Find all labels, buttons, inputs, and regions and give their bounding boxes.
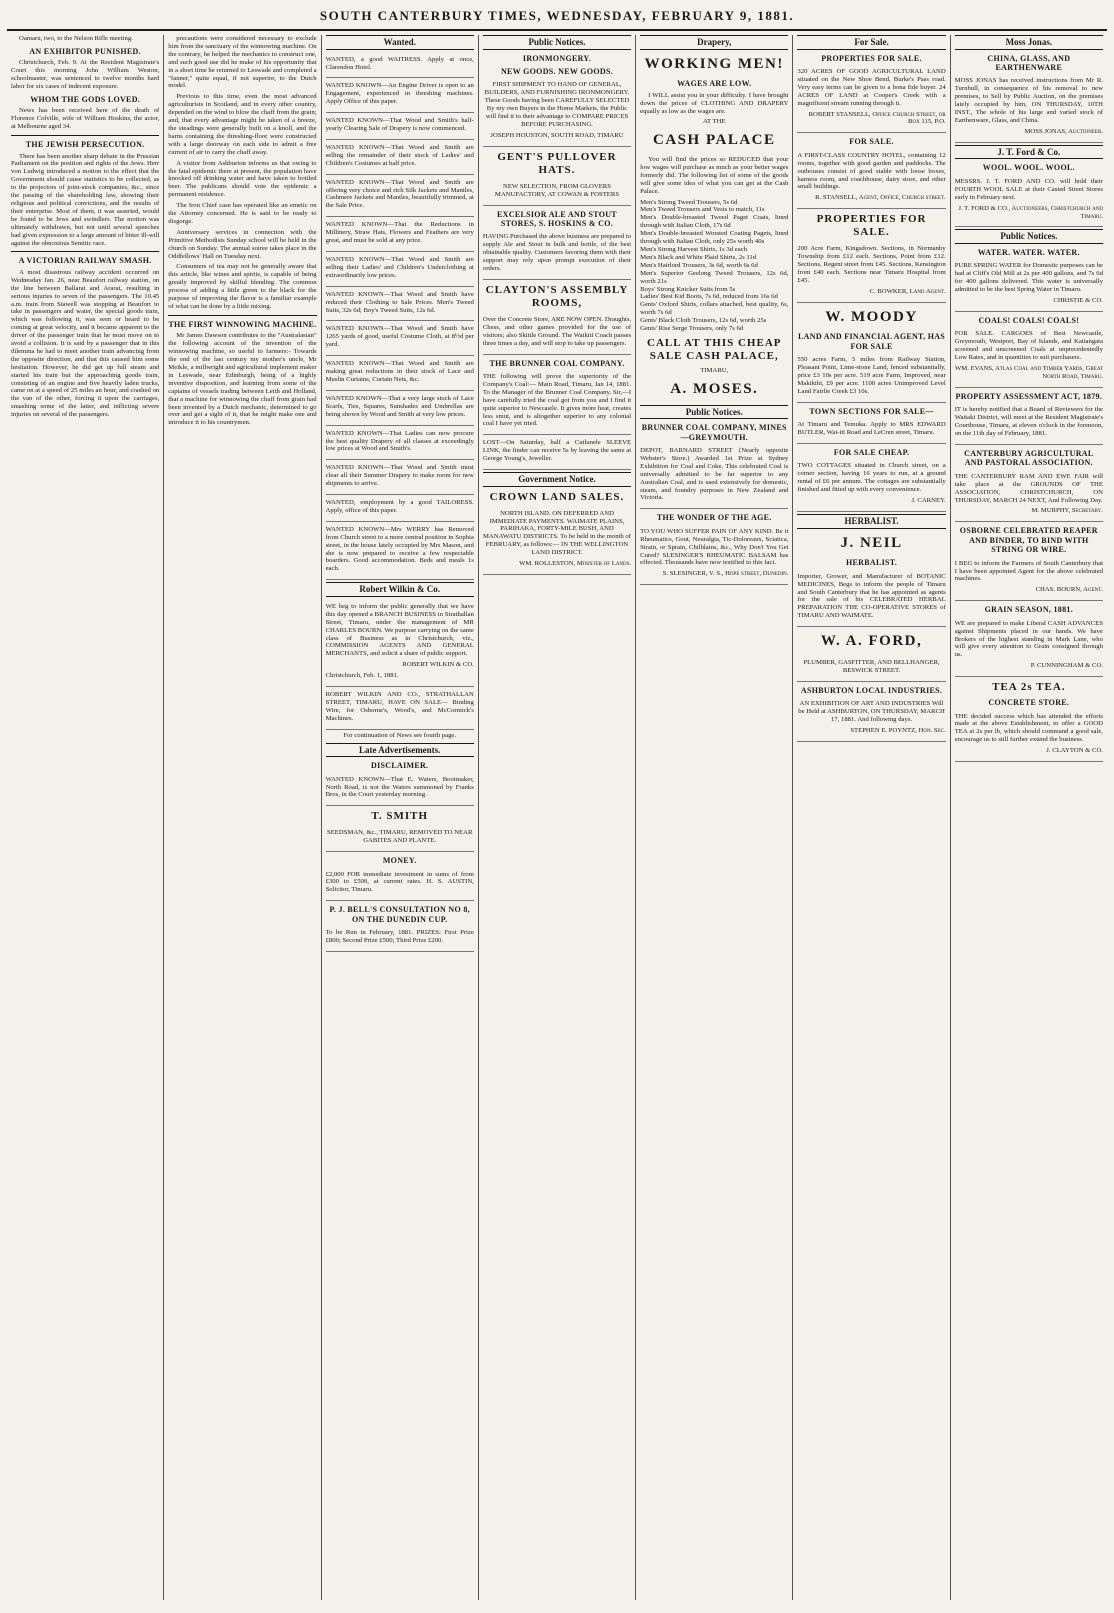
list-item: Men's Double-breasted Worsted Coating Pagets, lined through with Italian Cloth, only 25s worth 40s xyxy=(640,230,789,246)
bell-ad: To be Run in February, 1881. PRIZES: First Prize £800; Second Prize £500; Third Prize £200. xyxy=(326,927,474,952)
moses-signature: A. MOSES. xyxy=(670,380,759,397)
section-header-wanted: Wanted. xyxy=(326,35,474,50)
moses-town: TIMARU, xyxy=(700,366,729,374)
list-item: Men's Tweed Trousers and Vests to match, 11s xyxy=(640,206,765,214)
column-2 xyxy=(164,35,321,1600)
grain-ad: WE are prepared to make Liberal CASH ADVANCES against Shipments placed in our hands. We have Brokers of the highest standing in Mark Lane, who will give every attention to Grain consigned through us. P. CUNNINGHAM & CO. xyxy=(955,618,1103,677)
article-paragraph: Consumers of tea may not be generally aware that this article, like wines and spirits, is capable of being greatly improved by skilful blending. The common process of adding a little green to the black for the purpose of improving the flavor is a familiar example of what can be done by a little mixing. xyxy=(168,263,317,310)
brunner-coal-heading: BRUNNER COAL COMPANY, MINES—GREYMOUTH. xyxy=(641,423,787,442)
wanted-ad: WANTED KNOWN—That Wood and Smith are making great reductions in their stock of Lace and Muslin Curtains, Curtain Nets, &c. xyxy=(326,358,474,391)
headline-railway: A VICTORIAN RAILWAY SMASH. xyxy=(18,256,152,266)
wanted-ad: WANTED KNOWN—That Wood and Smith are offering very choice and rich Silk Jackets and Mantles, Cashmere Jackets and Mantles, beautifully trimmed, at the Sale Price. xyxy=(326,177,474,218)
section-header-public-notices: Public Notices. xyxy=(640,405,788,420)
section-header-public-notices: Public Notices. xyxy=(955,229,1103,244)
ford-ad: PLUMBER, GASFITTER, AND BELLHANGER, BESWICK STREET. xyxy=(797,657,945,682)
clayton-ad: Over the Concrete Store, ARE NOW OPEN. Draughts, Chess, and other games provided for the use of visitors; also Skittle Ground. The Waikiti Coach passes three times a day, and will stop to take up passengers. xyxy=(483,314,631,355)
moody-subheading: LAND AND FINANCIAL AGENT, HAS FOR SALE xyxy=(798,332,946,351)
cheap-sale-heading: CALL AT THIS CHEAP SALE CASH PALACE, xyxy=(647,336,782,362)
list-item: Men's Double-breasted Tweed Paget Coats, lined through with Italian Cloth, 17s 6d xyxy=(640,214,789,230)
hotel-ad: A FIRST-CLASS COUNTRY HOTEL, containing 12 rooms, together with good garden and paddocks. The outhouses consist of good stable with loose boxes, harness room, and coachhouse, dairy store, and other small buildings. R. STANSELL, Agent, Office, Church street. xyxy=(797,150,945,209)
properties2-ad: 200 Acre Farm, Kingsdown. Sections, in Normanby Township from £12 each. Sections, Point from £12. Sections, Regent street from £45. Sections, Kensington from £40 each. Sections near Timaru Hospital from £45. C. BOWKER, Land Agent. xyxy=(797,243,945,302)
disclaimer-ad: WANTED KNOWN—That E. Waters, Bootmaker, North Road, is not the Waters summoned by Franks Bros, in the Court yesterday morning. xyxy=(326,774,474,807)
agricultural-ad: THE CANTERBURY RAM AND EWE FAIR will take place at the GROUNDS OF THE ASSOCIATION, CHRISTCHURCH, ON THURSDAY, MARCH 24 NEXT, And Following Day. M. MURPHY, Secretary. xyxy=(955,471,1103,523)
headline-exhibitor: AN EXHIBITOR PUNISHED. xyxy=(29,46,141,56)
column-4 xyxy=(479,35,636,1600)
article-paragraph: Anniversary services in connection with the Primitive Methodists Sunday school will be held in the church on Sunday. The annual soiree takes place in the Oddfellows' Hall on Tuesday next. xyxy=(168,228,317,260)
section-header-for-sale: For Sale. xyxy=(797,35,945,50)
tea-heading: TEA 2s TEA. xyxy=(992,681,1066,694)
brunner-coal-ad: DEPOT, BARNARD STREET (Nearly opposite Webster's Store.) Awarded 1st Prize at Sydney Exhibition for Coal and Coke. This celebrated Coal is universally admitted to be far superior to any Australian Coal, and is used extensively for domestic, steam, and foundry purposes in New Zealand and Victoria. xyxy=(640,445,788,509)
wonder-heading: THE WONDER OF THE AGE. xyxy=(656,513,772,523)
wool-ad: MESSRS. J. T. FORD AND CO. will hold their FOURTH WOOL SALE at their Casted Street Stores early in February next. J. T. FORD & CO., Auctioneers, Christchurch and Timaru. xyxy=(955,176,1103,228)
wanted-ad: WANTED KNOWN—That Wood and Smith have 1265 yards of good, useful Costume Cloth, at 8½d per yard. xyxy=(326,323,474,356)
list-item: Ladies' Best Kid Boots, 7s 6d, reduced from 16s 6d xyxy=(640,293,778,301)
brunner-ad: THE following will prove the superiority of the Company's Coal:— Main Road, Timaru, Jan 14, 1881. To the Manager of the Brunner Coal Company. Sir,—I have carefully tried the coal got from you and I find it quite superior to Newcastle. It gives more heat, creates less smut, and is altogether superior to any colonial coal I have yet tried. xyxy=(483,371,631,435)
article-jewish: There has been another sharp debate in the Prussian Parliament on the position and rights of the Jews. Herr von Ludwig introduced a motion to the effect that the Government should cause statistics to be collected, as to the projectors of joint-stock companies, &c., since the passing of the shareholding law, showing their religious and political convictions, and the results of their enterprise. Most of them, it was asserted, would be found to be Jews and swindlers. The motion was ultimately withdrawn, but not until several speeches had given expression to a large amount of bitter ill-will against the obnoxious Semitic race. xyxy=(11,152,160,247)
ashburton-heading: ASHBURTON LOCAL INDUSTRIES. xyxy=(800,685,943,695)
divider xyxy=(11,135,159,136)
moody-heading: W. MOODY xyxy=(825,308,918,325)
section-header-moss-jonas: Moss Jonas. xyxy=(955,35,1103,50)
list-item: Boys' Strong Knicker Suits from 5s xyxy=(640,285,736,293)
column-opening: Oamaru, two, to the Nelson Rifle meeting. xyxy=(19,35,133,42)
wanted-ad: WANTED, a good WAITRESS. Apply at once, Clarendon Hotel. xyxy=(326,54,474,79)
wanted-ad: WANTED KNOWN—That Ladies can now procure the best quality Drapery of all classes at exceedingly low prices at Wood and Smith's. xyxy=(326,428,474,461)
palace-pre: AT THE xyxy=(702,118,726,126)
list-item: Men's Strong Harvest Shirts, 1s 3d each xyxy=(640,246,748,254)
hats-ad: NEW SELECTION, FROM GLOVERS MANUFACTORY, AT COWAN & FOSTERS xyxy=(483,181,631,206)
article-paragraph: A visitor from Ashburton informs us that owing to the fatal epidemic there at present, the population have knocked off drinking water and have taken to bottled beer. The publicans should vote the epidemic a permanent residence. xyxy=(168,159,317,199)
columns xyxy=(7,35,1107,1600)
wanted-ad: WANTED, employment by a good TAILORESS. Apply, office of this paper. xyxy=(326,497,474,522)
column-6 xyxy=(793,35,950,1600)
assessment-heading: PROPERTY ASSESSMENT ACT, 1879. xyxy=(955,391,1103,401)
article-winnowing: Mr James Dawson contributes to the "Australasian" the following account of the invention of the winnowing machine, so useful to farmers:- Towards the end of the last century my mother's uncle, Mr Meikle, a millwright and agricultural implement maker in Leswade, near Edinburgh, being of a highly inventive disposition, and learning from some of the captains of vessels trading between Leith and Holland, that a machine for winnowing the chaff from grain had been invented by a Dutch mechanic, determined to go over and get a sight of it, that he might make one and introduce it to his countrymen. xyxy=(168,332,317,427)
bell-heading: P. J. BELL'S CONSULTATION NO 8, ON THE DUNEDIN CUP. xyxy=(329,905,470,924)
article-exhibitor: Christchurch, Feb. 9. At the Resident Magistrate's Court this morning John William Weston, schoolmaster, was sentenced to twelve months hard labor for six cases of indecent exposure. xyxy=(11,59,160,91)
article-gods: News has been received here of the death of Florence Colville, wife of William Hoskins, the actor, at Melbourne aged 34. xyxy=(11,107,160,131)
section-header-drapery: Drapery, xyxy=(640,35,788,50)
section-header-public-notices: Public Notices. xyxy=(483,35,631,50)
wanted-ad: WANTED KNOWN—That Wood and Smith's half-yearly Clearing Sale of Drapery is now commenced. xyxy=(326,115,474,140)
coals-heading: COALS! COALS! COALS! xyxy=(978,315,1080,325)
herbalist-ad: Importer, Grower, and Manufacturer of BOTANIC MEDICINES, Begs to inform the people of Timaru and South Canterbury that he has appointed as agents for the sale of his CELEBRATED HERBAL PREPARATION THE CO-OPERATIVE STORES of TIMARU AND WAIMATE. xyxy=(797,571,945,627)
ford-heading: W. A. FORD, xyxy=(820,633,923,650)
list-item: Gents' Black Cloth Trousers, 12s 6d, worth 25s xyxy=(640,317,767,325)
herbalist-subheading: HERBALIST. xyxy=(846,558,898,568)
list-item: Men's Strong Tweed Trousers, 5s 6d xyxy=(640,198,738,206)
china-heading: CHINA, GLASS, AND EARTHENWARE xyxy=(987,53,1071,73)
wanted-ad: WANTED KNOWN—That a very large stock of Lace Scarfs, Ties, Squares, Sunshades and Umbrellas are being shown by Wood and Smith at very low prices. xyxy=(326,393,474,426)
wanted-ad: WANTED KNOWN—That Wood and Smith have reduced their Clothing to Sale Prices. Men's Tweed Suits, 32s 6d; Boy's Tweed Suits, 12s 6d. xyxy=(326,289,474,322)
wilkin-sale-ad: ROBERT WILKIN AND CO., STRATHALLAN STREET, TIMARU, HAVE ON SALE— Binding Wire, for Osborne's, Wood's, and McCormick's Machines. xyxy=(326,689,474,730)
wanted-ad: WANTED KNOWN—That the Reductions in Millinery, Straw Hats, Flowers and Feathers are very great, and must be sold at any price. xyxy=(326,219,474,252)
headline-jewish: THE JEWISH PERSECUTION. xyxy=(25,140,145,150)
town-sections-heading: TOWN SECTIONS FOR SALE— xyxy=(809,406,934,416)
tea-subheading: CONCRETE STORE. xyxy=(988,698,1070,708)
grain-heading: GRAIN SEASON, 1881. xyxy=(984,605,1074,615)
smith-ad: SEEDSMAN, &c., TIMARU, REMOVED TO NEAR GABITES AND PLANTE. xyxy=(326,827,474,852)
cheap-heading: FOR SALE CHEAP. xyxy=(833,447,910,457)
wanted-ad: WANTED KNOWN—That Wood and Smith are selling their Ladies' and Children's Underclothing at extraordinarily low prices. xyxy=(326,254,474,287)
continuation-note: For continuation of News see fourth page. xyxy=(343,731,457,739)
town-sections-ad: At Timaru and Temuka. Apply to MRS EDWARD BUTLER, Wai-iti Road and LeCren street, Timaru. xyxy=(797,419,945,444)
masthead: SOUTH CANTERBURY TIMES, WEDNESDAY, FEBRUARY 9, 1881. xyxy=(7,4,1107,31)
water-heading: WATER. WATER. WATER. xyxy=(977,248,1080,258)
ironmongery-ad: FIRST SHIPMENT TO HAND OF GENERAL, BUILDERS, AND FURNISHING IRONMONGERY. These Goods having been CAREFULLY SELECTED By my own Buyers in the Home Markets, the Public will find it to their advantage to COMPARE PRICES BEFORE PURCHASING. JOSEPH HOUSTON, SOUTH ROAD, TIMARU xyxy=(483,79,631,146)
crown-heading: CROWN LAND SALES. xyxy=(489,490,625,503)
headline-gods: WHOM THE GODS LOVED. xyxy=(30,94,141,104)
column-5 xyxy=(636,35,793,1600)
list-item: Gents' Oxford Shirts, collars attached, best quality, 6s, worth 7s 6d xyxy=(640,301,789,317)
herbalist-heading: J. NEIL xyxy=(840,534,903,551)
section-header-government: Government Notice. xyxy=(483,472,631,487)
working-men-subheading: WAGES ARE LOW. xyxy=(677,79,752,89)
moody-ad: 550 acres Farm, 5 miles from Railway Station, Pleasant Point, Lime-stone Land, fenced substantially, price £3 10s per acre. 519 acre Farm, Improved, near Makikihi, £9 per acre. 1100 acres Unimproved Level Land Fairlie Creek £3 10s. xyxy=(797,354,945,403)
ironmongery-heading: IRONMONGERY. xyxy=(522,53,592,63)
wanted-ad: WANTED KNOWN—That Wood and Smith must clear all their Summer Drapery to make room for new shipments to arrive. xyxy=(326,462,474,495)
article-railway: A most disastrous railway accident occurred on Wednesday Jan. 26, near Beaufort railway station, on the line between Ballarat and Ararat, resulting in serious injuries to seven of the passengers. The 10.45 a.m. train from Stawell was stopping at Beaufort to take in passengers and water, the special goods train, which was following it, was seen or heard to be coming at great velocity, and it became apparent to the driver of the passenger train that he must move on to avoid a collision. It is said by a passenger that in this dilemma he had to meet another train advancing from the opposite direction, and that this caused him some hesitation. However, he did get up full steam and started his train but the approaching goods train, consisting of an engine and five heavily laden trucks, came on at a speed of 25 miles an hour, and crashed on the van of the other, forcing it upon the carriages, smashing some of the latter, and inflicting severe injuries on several of the passengers. xyxy=(11,268,160,419)
moss-ad: MOSS JONAS has received instructions from Mr R. Turnbull, in consequence of his removal to new premises, to Sell by Public Auction, on the premises lately occupied by him, ON THURSDAY, 10TH INST., The whole of his large and varied stock of Earthenware, Glass, and China. MOSS JONAS, Auctioneer. xyxy=(955,75,1103,142)
ironmongery-subheading: NEW GOODS. NEW GOODS. xyxy=(500,67,613,77)
wonder-ad: TO YOU WHO SUFFER PAIN OF ANY KIND. Be it Rheumatics, Gout, Neuralgia, Tic-Doloreaux, Sciatica, Strain, or Sprain, Chilblains, &c., Why Don't You Get Cured? SLESINGER'S RHEUMATIC BALSAM has effected. Thousands have now testified to this fact. S. SLESINGER, V. S., Hope street, Dunedin. xyxy=(640,526,788,585)
column-1 xyxy=(7,35,164,1600)
lost-ad: LOST—On Saturday, half a Cutlunele SLEEVE LINK, the finder can receive 5s by leaving the same at George Young's, Jeweller. xyxy=(483,437,631,470)
list-item: Men's Black and White Plaid Shirts, 2s 11d xyxy=(640,253,757,261)
wanted-ad: WANTED KNOWN—That Wood and Smith are selling the remainder of their stock of Ladies' and Children's Costumes at half price. xyxy=(326,142,474,175)
ashburton-ad: AN EXHIBITION OF ART AND INDUSTRIES Will be Held at ASHBURTON, ON THURSDAY, MARCH 17, 1881. And following days. STEPHEN E. POYNTZ, Hon. Sec. xyxy=(797,698,945,742)
wanted-ad: WANTED KNOWN—An Engine Driver is open to an Engagement, experienced in threshing machines. Apply Office of this paper. xyxy=(326,80,474,113)
newspaper-page xyxy=(7,4,1107,1604)
properties2-heading: PROPERTIES FOR SALE. xyxy=(816,213,927,239)
section-header-late: Late Advertisements. xyxy=(326,743,474,758)
money-heading: MONEY. xyxy=(382,856,417,866)
headline-winnowing: THE FIRST WINNOWING MACHINE. xyxy=(168,319,317,329)
cheap-ad: TWO COTTAGES situated in Church street, on a corner section, having 16 years to run, at a ground rental of £6 per annum. The cottages are substantially finished and fitted up with every convenience. J. CARNEY. xyxy=(797,460,945,512)
coals-ad: FOR SALE. CARGOES of Best Newcastle, Greymouth, Westport, Bay of Islands, and Kaitangata screened and unscreened Coals at unprecedentedly Low Rates, and in quantities to suit purchasers. WM. EVANS, Atlas Coal and Timber Yards, Great North Road, Timaru. xyxy=(955,328,1103,387)
smith-heading: T. SMITH xyxy=(371,810,429,823)
money-ad: £2,000 FOR immediate investment in sums of from £300 to £500, at current rates. H. S. AUSTIN, Solicitor, Timaru. xyxy=(326,869,474,902)
wanted-ad: WANTED KNOWN—Mrs WERRY has Removed from Church street to a more central position in Sophia street, in the house lately occupied by Mrs Mason, and she is now prepared to receive a few respectable boarders. Good accommodation. Beds and meals 1s each. xyxy=(326,524,474,580)
osborne-heading: OSBORNE CELEBRATED REAPER AND BINDER, TO BIND WITH STRING OR WIRE. xyxy=(959,526,1098,555)
list-item: Men's Superior Geelong Tweed Trousers, 12s 6d, worth 21s xyxy=(640,269,789,285)
article-paragraph: Previous to this time, even the most advanced agriculturists in Scotland, and in every other country, depended on the wind to blow the chaff from the grain; and, that every advantage might be taken of a breeze, the steadings were generally built on a knoll, and the barns containing the threshing-floor were constructed with a large doorway on each side to admit a free current of air to carry the chaff away. xyxy=(168,93,317,156)
column-3 xyxy=(322,35,479,1600)
osborne-ad: I BEG to inform the Farmers of South Canterbury that I have been appointed Agent for the above celebrated machines. CHAS. BOURN, Agent. xyxy=(955,558,1103,602)
price-list xyxy=(640,199,788,333)
working-men-text: I WILL assist you in your difficulty. I have brought down the prices of CLOTHING AND DRAPERY equally as low as the wages are. xyxy=(640,91,789,115)
wool-heading: WOOL. WOOL. WOOL. xyxy=(982,163,1075,173)
crown-ad: NORTH ISLAND. ON DEFERRED AND IMMEDIATE PAYMENTS. WAIMATE PLAINS, PARIHAKA, FORTY-MILE BUSH, AND MANAWATU DISTRICTS. To be held in the month of FEBRUARY, as follows:— IN THE WELLINGTON LAND DISTRICT. WM. ROLLESTON, Minister of Lands. xyxy=(483,508,631,575)
section-header-herbalist: HERBALIST. xyxy=(797,514,945,529)
agricultural-heading: CANTERBURY AGRICULTURAL AND PASTORAL ASSOCIATION. xyxy=(964,448,1094,468)
stores-ad: HAVING Purchased the above business are prepared to supply Ale and Stout in bulk and bottle, of the best obtainable quality. Customers favoring them with their support may rely upon prompt execution of their orders. xyxy=(483,231,631,280)
disclaimer-heading: DISCLAIMER. xyxy=(371,761,429,771)
hotel-heading: FOR SALE. xyxy=(849,137,894,147)
hats-heading: GENT'S PULLOVER HATS. xyxy=(497,150,617,176)
list-item: Gents' Rise Serge Trousers, only 7s 6d xyxy=(640,325,744,333)
wilkin-ad: WE beg to inform the public generally that we have this day opened a BRANCH BUSINESS in Strathallan Street, Timaru, under the management of MR CHARLES BOURN. We purpose carrying on the same class of Business as in Christchurch, viz., COMMISSION AGENTS AND GENERAL MERCHANTS, and solicit a share of public support. ROBERT WILKIN & CO. Christchurch, Feb. 1, 1881. xyxy=(326,601,474,687)
list-item: Men's Hairlord Trousers, 3s 6d, worth 6s 6d xyxy=(640,261,758,269)
working-men-heading: WORKING MEN! xyxy=(644,55,784,72)
stores-heading: EXCELSIOR ALE AND STOUT STORES, S. HOSKINS & CO. xyxy=(497,209,617,229)
article-paragraph: The Iron Chief case has operated like an emetic on the Attorney concerned. He is said to be ready to disgorge. xyxy=(168,202,317,225)
divider xyxy=(168,315,316,316)
cash-palace-heading: CASH PALACE xyxy=(653,132,776,149)
divider xyxy=(11,251,159,252)
column-opening: precautions were considered necessary to exclude him from the sanctuary of the winnowing machine. On the contrary, he helped the mechanics to construct one, and such good use did he make of his opportunity that in a short time he returned to Leswade and completed a "fanner," quite equal, if not superior, to the Dutch model. xyxy=(168,35,317,90)
brunner-heading: THE BRUNNER COAL COMPANY. xyxy=(489,358,625,368)
cash-palace-text: You will find the prices so REDUCED that your low wages will purchase as much as your better wages formerly did. The following list of some of the goods will give some idea of what you can get at the Cash Palace. xyxy=(640,156,789,195)
column-7 xyxy=(951,35,1107,1600)
properties-heading: PROPERTIES FOR SALE. xyxy=(821,53,922,63)
section-header-ford: J. T. Ford & Co. xyxy=(955,145,1103,160)
assessment-ad: IT is hereby notified that a Board of Reviewers for the Waitaki District, will meet at the Resident Magistrate's Courthouse, Timaru, at eleven o'clock in the forenoon, on the 11th day of February, 1881. xyxy=(955,404,1103,445)
water-ad: PURE SPRING WATER for Domestic purposes can be had at Cliff's Old Mill at 2s per 400 gallons, and 7s 6d for 400 gallons delivered. This water is universally admitted to be the best Spring Water in Timaru. CHRISTIE & CO. xyxy=(955,260,1103,312)
tea-ad: THE decided success which has attended the efforts made at the above Establishment, to offer a GOOD TEA at 2s per lb, which should command a good sale, encourage us to still further extend the business. J. CLAYTON & CO. xyxy=(955,711,1103,763)
section-header-wilkin: Robert Wilkin & Co. xyxy=(326,582,474,597)
clayton-heading: CLAYTON'S ASSEMBLY ROOMS, xyxy=(485,283,629,309)
properties-ad: 320 ACRES OF GOOD AGRICULTURAL LAND situated on the New Shoe Bend, Burke's Pass road. Very easy terms can be given to a bona fide buyer. 24 ACRES OF LAND at Cooper's Creek with a magnificent stream running through it. ROBERT STANSELL, Office Church Street, or Box 115, P.O. xyxy=(797,66,945,133)
